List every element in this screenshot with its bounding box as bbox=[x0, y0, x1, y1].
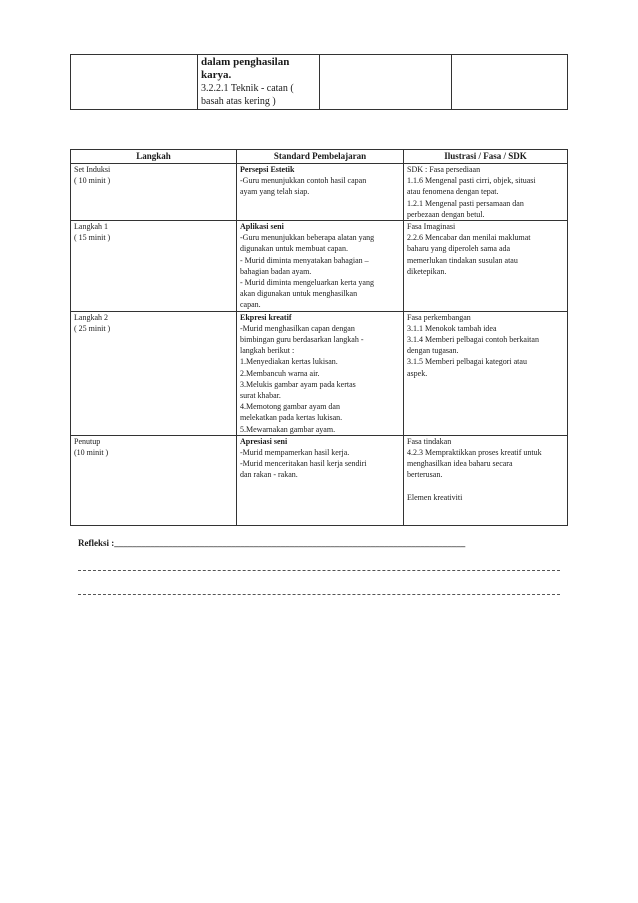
standard-cell bbox=[237, 164, 404, 221]
answer-line-2 bbox=[78, 594, 560, 595]
illustration-line: aspek. bbox=[407, 368, 428, 378]
standard-line: -Guru menunjukkan contoh hasil capan bbox=[240, 176, 367, 186]
step-cell bbox=[71, 164, 237, 221]
top-line-3: 3.2.2.1 Teknik - catan ( bbox=[201, 83, 294, 94]
standard-line: digunakan untuk membuat capan. bbox=[240, 244, 348, 254]
top-empty-cell-1 bbox=[71, 55, 198, 110]
standard-line: bimbingan guru berdasarkan langkah - bbox=[240, 335, 364, 345]
refleksi-label: Refleksi : bbox=[78, 538, 115, 548]
standard-line: 2.Membancuh warna air. bbox=[240, 368, 320, 378]
standard-line: akan digunakan untuk menghasilkan bbox=[240, 289, 358, 299]
top-empty-cell-2 bbox=[320, 55, 452, 110]
illustration-line: 2.2.6 Mencabar dan menilai maklumat bbox=[407, 233, 531, 243]
step-name: Set Induksi bbox=[74, 165, 111, 174]
standard-title: Ekpresi kreatif bbox=[240, 312, 292, 322]
illustration-line: baharu yang diperoleh sama ada bbox=[407, 244, 511, 254]
illustration-line: menghasilkan idea baharu secara bbox=[407, 459, 513, 469]
standard-title: Aplikasi seni bbox=[240, 222, 284, 232]
illustration-line: atau fenomena dengan tepat. bbox=[407, 187, 499, 197]
standard-line: - Murid diminta mengeluarkan kerta yang bbox=[240, 278, 374, 288]
standard-line: - Murid diminta menyatakan bahagian – bbox=[240, 255, 369, 265]
standard-line: bahagian badan ayam. bbox=[240, 266, 312, 276]
top-content-cell bbox=[198, 55, 320, 110]
illustration-line: 3.1.5 Memberi pelbagai kategori atau bbox=[407, 357, 527, 367]
illustration-cell bbox=[404, 164, 568, 221]
illustration-line bbox=[407, 481, 564, 492]
illustration-line: Elemen kreativiti bbox=[407, 492, 463, 502]
standard-line: 1.Menyediakan kertas lukisan. bbox=[240, 357, 338, 367]
illustration-line: memerlukan tindakan susulan atau bbox=[407, 255, 518, 265]
standard-line: 5.Mewarnakan gambar ayam. bbox=[240, 424, 336, 434]
illustration-line: 3.1.4 Memberi pelbagai contoh berkaitan bbox=[407, 335, 539, 345]
standard-line: melekatkan pada kertas lukisan. bbox=[240, 413, 343, 423]
step-duration: ( 25 minit ) bbox=[74, 323, 111, 333]
standard-line: surat khabar. bbox=[240, 391, 281, 401]
table-row bbox=[71, 435, 568, 525]
illustration-line: 1.2.1 Mengenal pasti persamaan dan bbox=[407, 198, 524, 208]
step-duration: ( 15 minit ) bbox=[74, 233, 111, 243]
standard-line: -Murid mempamerkan hasil kerja. bbox=[240, 448, 350, 458]
standard-line: 4.Memotong gambar ayam dan bbox=[240, 402, 340, 412]
step-name: Langkah 1 bbox=[74, 222, 108, 232]
illustration-cell bbox=[404, 221, 568, 312]
standard-line: capan. bbox=[240, 300, 261, 310]
top-bold-line-2: karya. bbox=[201, 69, 232, 81]
standard-title: Persepsi Estetik bbox=[240, 165, 295, 174]
header-ilustrasi: Ilustrasi / Fasa / SDK bbox=[404, 150, 568, 164]
table-row bbox=[71, 311, 568, 435]
standard-cell bbox=[237, 311, 404, 435]
illustration-line: dengan tugasan. bbox=[407, 346, 459, 356]
header-langkah: Langkah bbox=[71, 150, 237, 164]
step-cell bbox=[71, 311, 237, 435]
standard-line: -Murid menghasilkan capan dengan bbox=[240, 323, 355, 333]
step-duration: ( 10 minit ) bbox=[74, 176, 111, 186]
illustration-cell bbox=[404, 435, 568, 525]
standard-cell bbox=[237, 221, 404, 312]
standard-line: dan rakan - rakan. bbox=[240, 470, 298, 480]
illustration-line: SDK : Fasa persediaan bbox=[407, 165, 481, 174]
top-bold-line-1: dalam penghasilan bbox=[201, 56, 290, 68]
standard-line: langkah berikut : bbox=[240, 346, 295, 356]
table-header-row bbox=[71, 150, 568, 164]
illustration-line: 3.1.1 Menokok tambah idea bbox=[407, 323, 497, 333]
standard-line: ayam yang telah siap. bbox=[240, 187, 310, 197]
illustration-line: Fasa tindakan bbox=[407, 436, 452, 446]
refleksi-heading bbox=[78, 538, 465, 548]
illustration-line: 4.2.3 Mempraktikkan proses kreatif untuk bbox=[407, 448, 542, 458]
step-cell bbox=[71, 435, 237, 525]
illustration-cell bbox=[404, 311, 568, 435]
standard-cell bbox=[237, 435, 404, 525]
top-line-4: basah atas kering ) bbox=[201, 96, 276, 107]
standard-title: Apresiasi seni bbox=[240, 436, 288, 446]
standard-line: -Murid menceritakan hasil kerja sendiri bbox=[240, 459, 367, 469]
step-name: Penutup bbox=[74, 436, 101, 446]
answer-line-1 bbox=[78, 570, 560, 571]
lesson-plan-table bbox=[70, 149, 568, 526]
table-row bbox=[71, 221, 568, 312]
illustration-line: Fasa Imaginasi bbox=[407, 222, 456, 232]
refleksi-fill-line: ______________________________________________________________________________ bbox=[114, 538, 466, 548]
illustration-line: 1.1.6 Mengenal pasti cirri, objek, situasi bbox=[407, 176, 536, 186]
top-empty-cell-3 bbox=[452, 55, 568, 110]
table-row bbox=[71, 164, 568, 221]
illustration-line: diketepikan. bbox=[407, 266, 447, 276]
step-name: Langkah 2 bbox=[74, 312, 108, 322]
step-cell bbox=[71, 221, 237, 312]
illustration-line: perbezaan dengan betul. bbox=[407, 209, 485, 219]
standard-line: -Guru menunjukkan beberapa alatan yang bbox=[240, 233, 375, 243]
header-standard: Standard Pembelajaran bbox=[237, 150, 404, 164]
illustration-line: Fasa perkembangan bbox=[407, 312, 471, 322]
standard-line: 3.Melukis gambar ayam pada kertas bbox=[240, 379, 356, 389]
illustration-line: berterusan. bbox=[407, 470, 443, 480]
top-continuation-table bbox=[70, 54, 568, 110]
step-duration: (10 minit ) bbox=[74, 448, 109, 458]
